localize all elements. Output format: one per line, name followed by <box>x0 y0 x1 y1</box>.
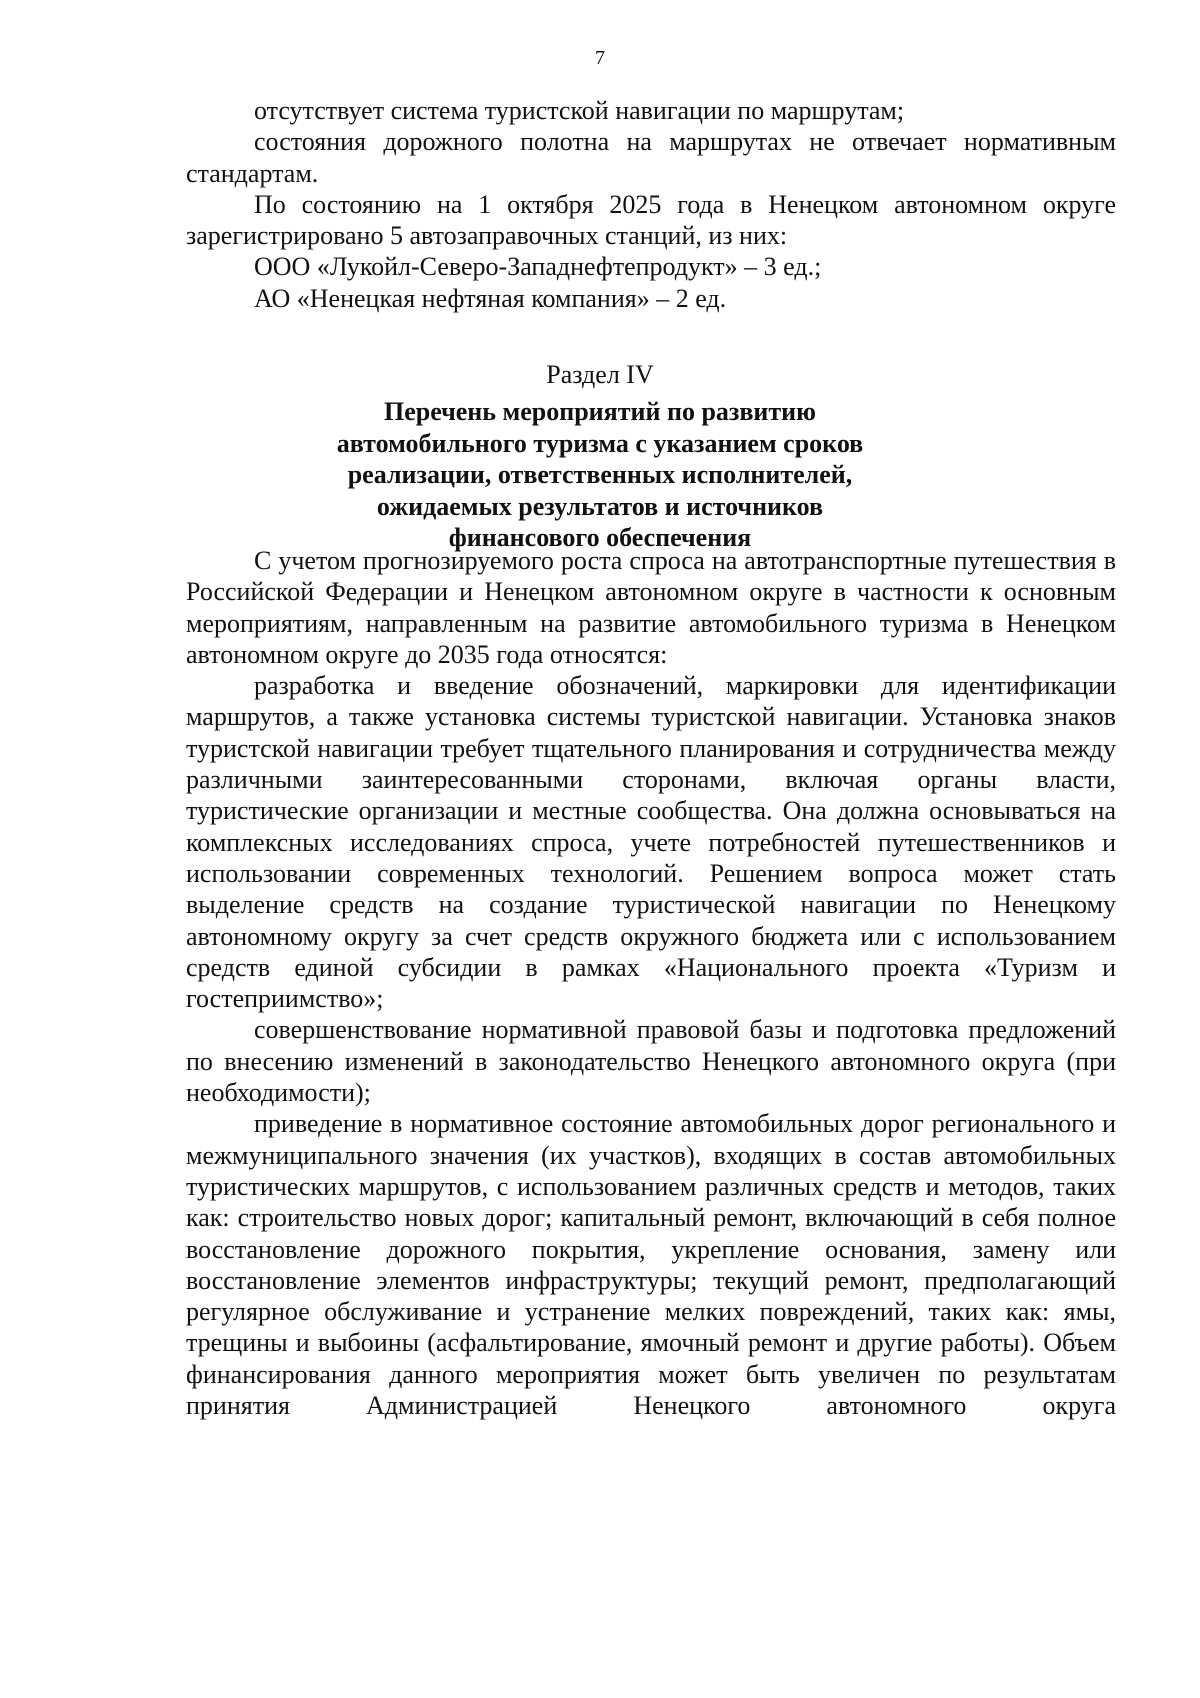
intro-block <box>186 95 1116 314</box>
body-paragraph-roads: приведение в нормативное состояние автомобильных дорог регионального и межмуниципального значения (их участков), входящих в состав автомобильных туристических маршрутов, с использованием различных средств и методов, таких как: строительство новых дорог; капитальный ремонт, включающий в себя полное восстановление дорожного покрытия, укрепление основания, замену или восстановление элементов инфраструктуры; текущий ремонт, предполагающий регулярное обслуживание и устранение мелких повреждений, таких как: ямы, трещины и выбоины (асфальтирование, ямочный ремонт и другие работы). Объем финансирования данного мероприятия может быть увеличен по результатам принятия Администрацией Ненецкого автономного округа <box>186 1109 1116 1421</box>
section-label: Раздел IV <box>546 360 654 389</box>
intro-gas-stations-paragraph: По состоянию на 1 октября 2025 года в Ненецком автономном округе зарегистрировано 5 автозаправочных станций, из них: <box>186 189 1116 251</box>
body-paragraph-navigation: разработка и введение обозначений, маркировки для идентификации маршрутов, а также установка системы туристской навигации. Установка знаков туристской навигации требует тщательного планирования и сотрудничества между различными заинтересованными сторонами, включая органы власти, туристические организации и местные сообщества. Она должна основываться на комплексных исследованиях спроса, учете потребностей путешественников и использовании современных технологий. Решением вопроса может стать выделение средств на создание туристической навигации по Ненецкому автономному округу за счет средств окружного бюджета или с использованием средств единой субсидии в рамках «Национального проекта «Туризм и гостеприимство»; <box>186 671 1116 1014</box>
body-paragraph-intro: С учетом прогнозируемого роста спроса на автотранспортные путешествия в Российской Федерации и Ненецком автономном округе в частности к основным мероприятиям, направленным на развитие автомобильного туризма в Ненецком автономном округе до 2035 года относятся: <box>186 546 1116 669</box>
intro-item-road-surface: состояния дорожного полотна на маршрутах не отвечает нормативным стандартам. <box>186 127 1116 188</box>
section-title: Перечень мероприятий по развитию автомобильного туризма с указанием сроков реализации, ответственных исполнителей, ожидаемых результатов и источников финансового обеспечения <box>336 397 864 552</box>
body-paragraph-legislation: совершенствование нормативной правовой базы и подготовка предложений по внесению изменений в законодательство Ненецкого автономного округа (при необходимости); <box>186 1015 1116 1108</box>
intro-item-navigation: отсутствует система туристской навигации по маршрутам; <box>254 96 905 125</box>
page-number: 7 <box>595 47 605 69</box>
intro-item-nenets-oil: АО «Ненецкая нефтяная компания» – 2 ед. <box>254 283 727 313</box>
body-block <box>186 545 1116 1421</box>
intro-item-lukoil: ООО «Лукойл-Северо-Западнефтепродукт» – 3 ед.; <box>254 252 822 282</box>
